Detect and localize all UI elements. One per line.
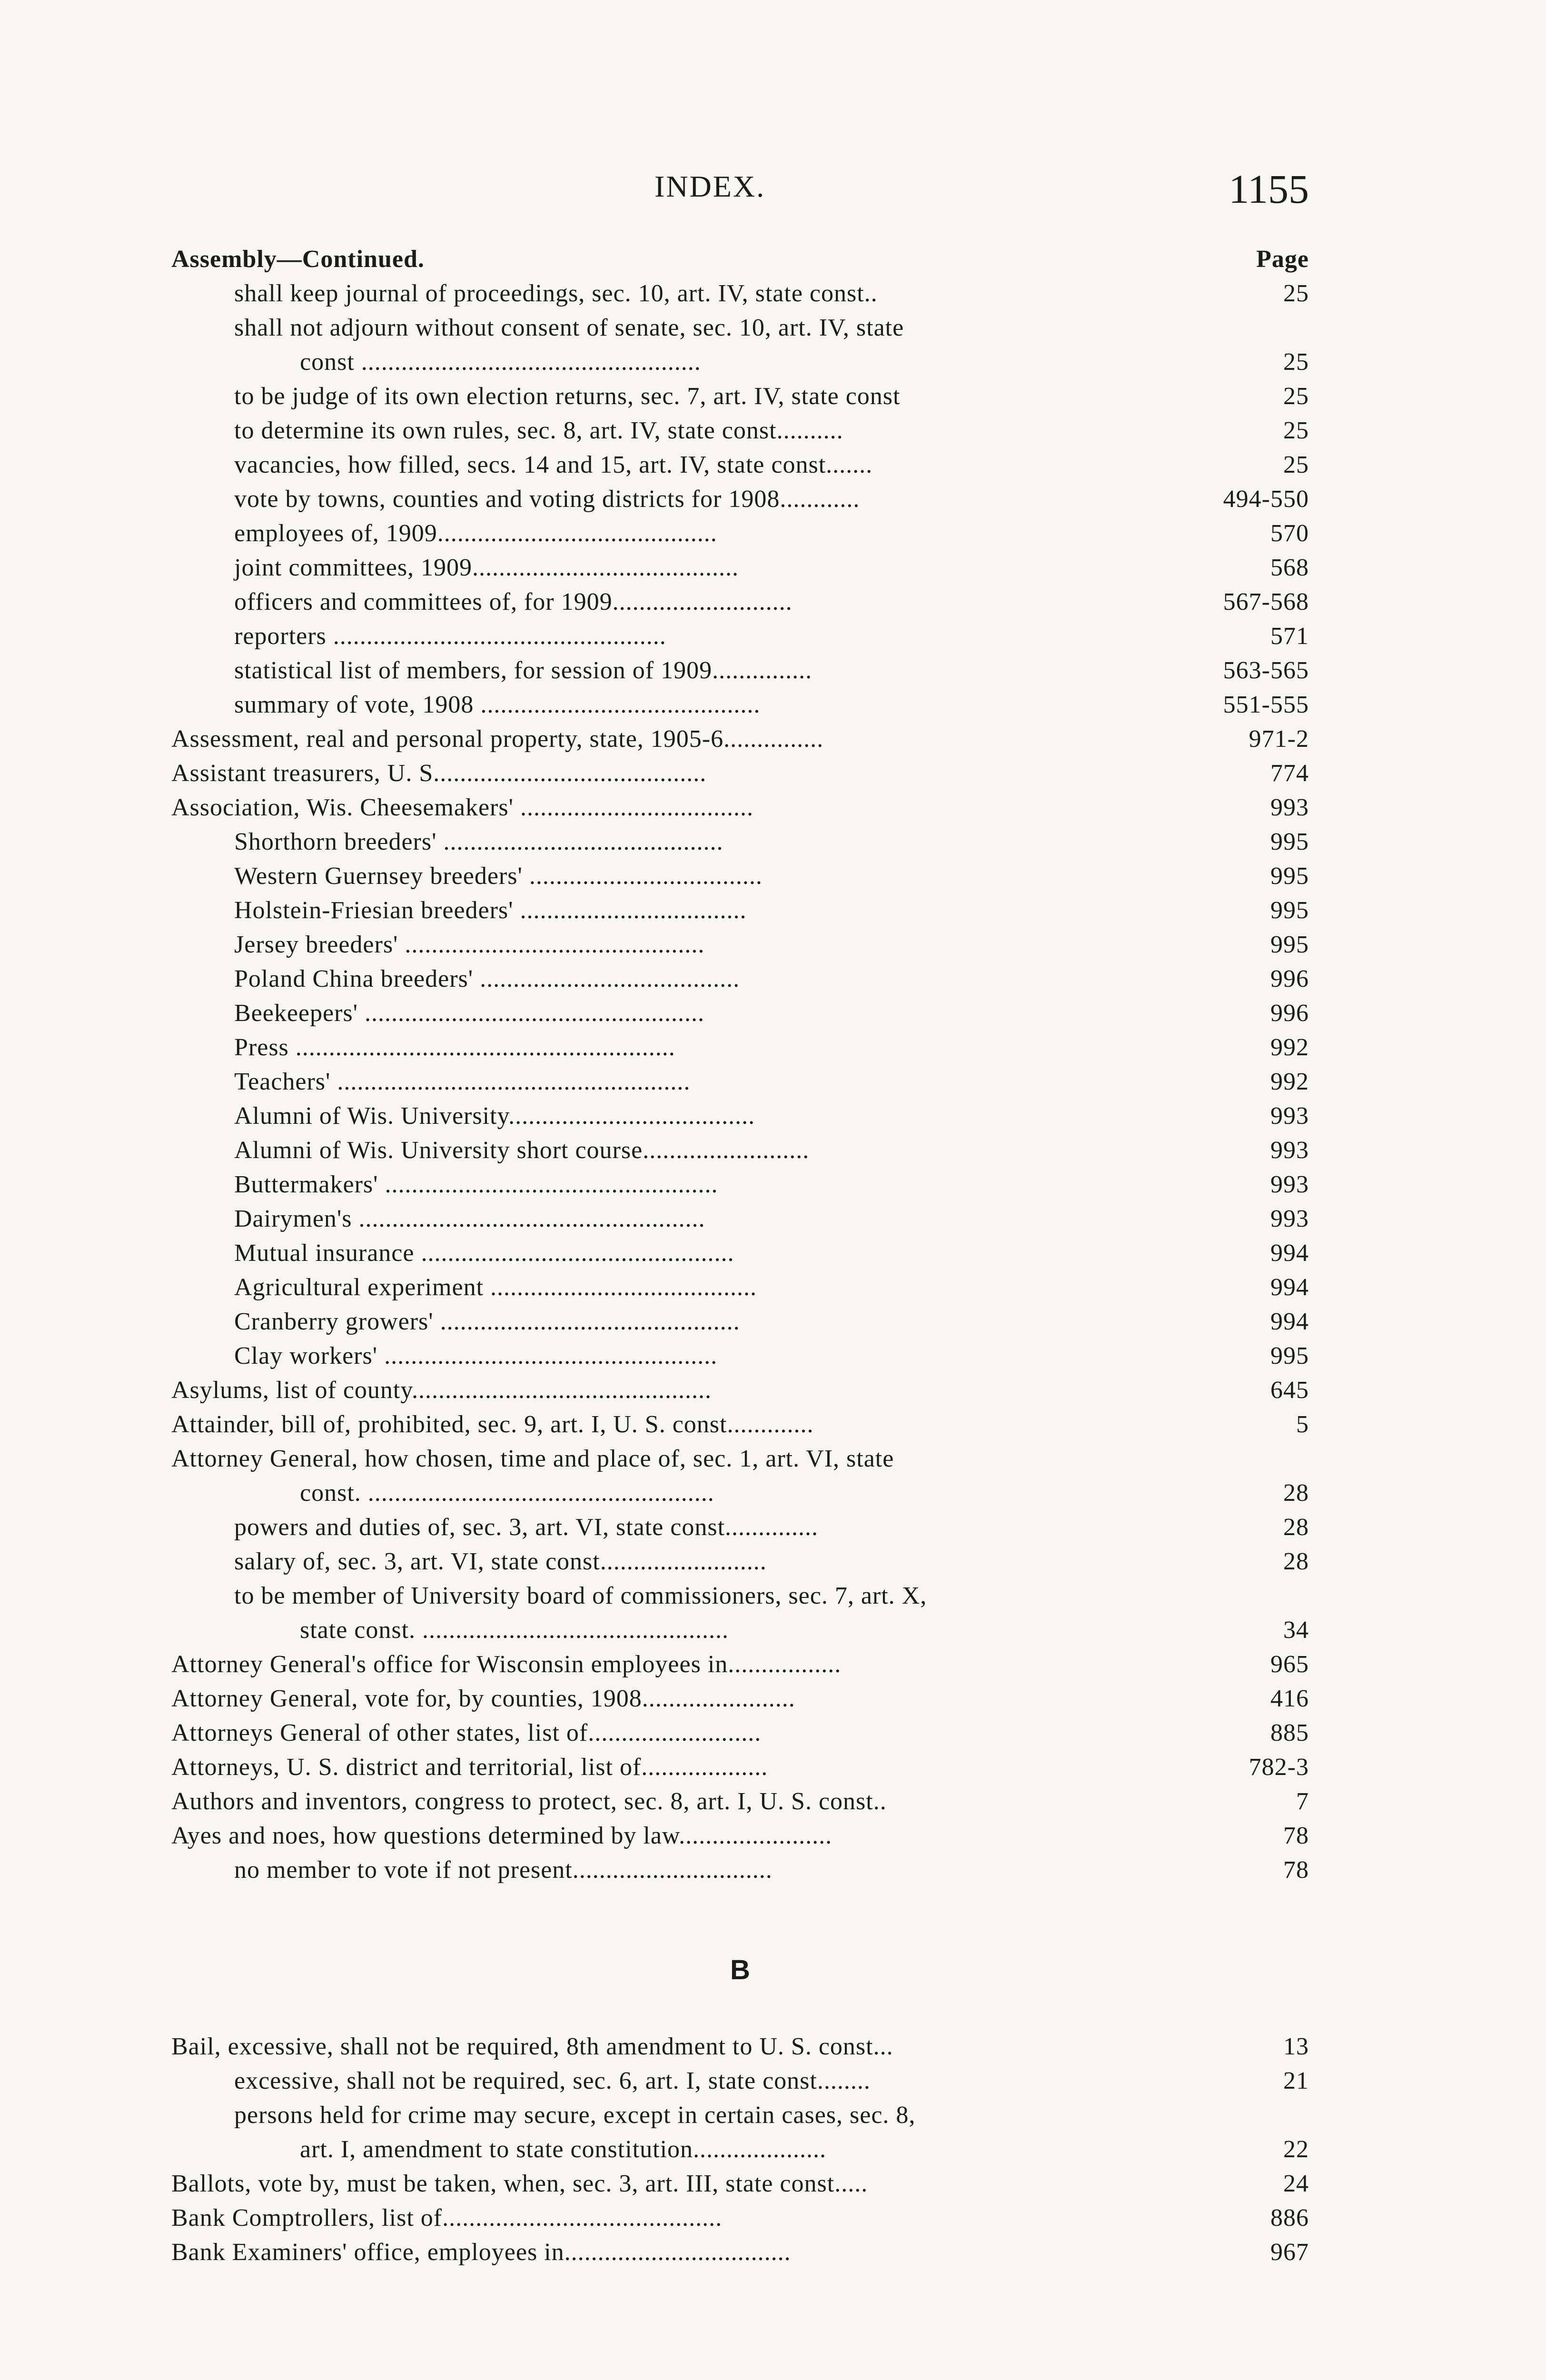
entry-page-ref: 995 (1270, 931, 1309, 958)
index-entry (171, 1445, 1309, 1479)
index-entry (171, 1273, 1309, 1308)
entry-page-ref: 28 (1283, 1514, 1309, 1541)
entry-page-ref: 28 (1283, 1479, 1309, 1507)
index-entry (171, 2238, 1309, 2272)
index-entry (171, 622, 1309, 656)
entry-page-ref: 7 (1296, 1788, 1309, 1815)
entry-text: Attorney General, vote for, by counties, 1908....................... (171, 1685, 795, 1712)
entry-page-ref: 782-3 (1249, 1754, 1309, 1781)
entry-page-ref: 22 (1283, 2136, 1309, 2163)
page-number: 1155 (1229, 166, 1309, 212)
entry-page-ref: 996 (1270, 965, 1309, 992)
entry-page-ref: 78 (1283, 1856, 1309, 1884)
entry-page-ref: 995 (1270, 828, 1309, 855)
index-entry (171, 348, 1309, 382)
index-entry (171, 2101, 1309, 2135)
entry-text: Assistant treasurers, U. S......................................... (171, 760, 707, 787)
entry-page-ref: 993 (1270, 1102, 1309, 1130)
entry-text: Poland China breeders' ....................................... (234, 965, 740, 992)
index-entry (171, 1685, 1309, 1719)
entry-text: Attorneys General of other states, list of.......................... (171, 1719, 762, 1746)
entry-text: no member to vote if not present.............................. (234, 1856, 773, 1884)
entry-text: Bank Comptrollers, list of.......................................... (171, 2204, 723, 2231)
index-entry (171, 1239, 1309, 1273)
entry-text: Buttermakers' .................................................. (234, 1171, 718, 1198)
entry-text: Cranberry growers' ............................................. (234, 1308, 740, 1335)
index-entry (171, 1136, 1309, 1170)
entry-text: Jersey breeders' ............................................. (234, 931, 705, 958)
entry-text: shall keep journal of proceedings, sec. 10, art. IV, state const.. (234, 280, 878, 307)
running-head (171, 166, 1309, 221)
entry-text: Assessment, real and personal property, state, 1905-6............... (171, 725, 824, 753)
entry-text: Attorney General's office for Wisconsin employees in................. (171, 1651, 842, 1678)
index-entry (171, 519, 1309, 554)
index-entry (171, 1205, 1309, 1239)
entry-text: Holstein-Friesian breeders' .................................. (234, 897, 747, 924)
entry-text: statistical list of members, for session of 1909............... (234, 657, 813, 684)
index-entry (171, 965, 1309, 999)
index-entry (171, 2033, 1309, 2067)
index-entry (171, 1787, 1309, 1822)
entry-text: summary of vote, 1908 .......................................... (234, 691, 761, 718)
entry-text: Bail, excessive, shall not be required, 8th amendment to U. S. const... (171, 2033, 893, 2060)
entry-page-ref: 571 (1270, 623, 1309, 650)
index-entry (171, 1582, 1309, 1616)
entry-page-ref: 993 (1270, 1171, 1309, 1198)
index-entry (171, 554, 1309, 588)
entry-page-ref: 967 (1270, 2239, 1309, 2266)
entry-page-ref: 886 (1270, 2204, 1309, 2231)
index-entry (171, 828, 1309, 862)
index-entry (171, 691, 1309, 725)
entry-page-ref: 494-550 (1223, 486, 1309, 513)
entry-text: Assembly—Continued. (171, 246, 425, 273)
entry-text: Alumni of Wis. University short course......................... (234, 1137, 810, 1164)
entry-page-ref: 570 (1270, 520, 1309, 547)
index-entry (171, 1547, 1309, 1582)
entry-text: Mutual insurance ............................................... (234, 1240, 734, 1267)
entry-text: Ayes and noes, how questions determined by law....................... (171, 1822, 832, 1849)
index-entry (171, 1616, 1309, 1650)
index-entry (171, 2067, 1309, 2101)
entry-page-ref: 992 (1270, 1034, 1309, 1061)
entry-page-ref: 774 (1270, 760, 1309, 787)
index-entry (171, 793, 1309, 828)
entry-page-ref: 965 (1270, 1651, 1309, 1678)
entry-page-ref: 78 (1283, 1822, 1309, 1849)
entry-page-ref: 25 (1283, 417, 1309, 444)
index-entry (171, 416, 1309, 451)
entry-text: to be judge of its own election returns, sec. 7, art. IV, state const (234, 383, 901, 410)
entry-text: powers and duties of, sec. 3, art. VI, state const.............. (234, 1514, 819, 1541)
entry-page-ref: 13 (1283, 2033, 1309, 2060)
entry-page-ref: 25 (1283, 348, 1309, 376)
index-entry (171, 931, 1309, 965)
index-entry (171, 1033, 1309, 1068)
entry-text: Authors and inventors, congress to protect, sec. 8, art. I, U. S. const.. (171, 1788, 887, 1815)
entry-text: salary of, sec. 3, art. VI, state const......................... (234, 1548, 767, 1575)
entry-text: officers and committees of, for 1909........................... (234, 588, 793, 615)
entry-text: const ................................................... (300, 348, 701, 376)
entry-page-ref: 995 (1270, 1342, 1309, 1369)
index-entry (171, 1650, 1309, 1685)
entry-page-ref: 995 (1270, 863, 1309, 890)
entry-text: state const. .............................................. (300, 1616, 729, 1644)
entry-page-ref: Page (1256, 246, 1309, 273)
entry-page-ref: 567-568 (1223, 588, 1309, 615)
index-section-a (171, 245, 1309, 1890)
index-entry (171, 382, 1309, 416)
entry-page-ref: 885 (1270, 1719, 1309, 1746)
index-entry (171, 451, 1309, 485)
index-entry (171, 588, 1309, 622)
entry-text: vacancies, how filled, secs. 14 and 15, art. IV, state const....... (234, 451, 873, 478)
entry-page-ref: 5 (1296, 1411, 1309, 1438)
entry-page-ref: 24 (1283, 2170, 1309, 2197)
index-entry (171, 314, 1309, 348)
entry-text: Association, Wis. Cheesemakers' ................................... (171, 794, 753, 821)
entry-page-ref: 994 (1270, 1274, 1309, 1301)
entry-page-ref: 34 (1283, 1616, 1309, 1644)
index-entry (171, 279, 1309, 314)
entry-text: Ballots, vote by, must be taken, when, sec. 3, art. III, state const..... (171, 2170, 868, 2197)
entry-text: Asylums, list of county............................................. (171, 1377, 712, 1404)
entry-page-ref: 416 (1270, 1685, 1309, 1712)
entry-text: persons held for crime may secure, except in certain cases, sec. 8, (234, 2102, 916, 2129)
entry-text: const. .................................................... (300, 1479, 714, 1507)
index-entry (171, 1102, 1309, 1136)
entry-page-ref: 995 (1270, 897, 1309, 924)
index-entry (171, 1410, 1309, 1445)
entry-text: Dairymen's .................................................... (234, 1205, 705, 1232)
entry-page-ref: 25 (1283, 451, 1309, 478)
index-entry (171, 725, 1309, 759)
entry-text: Press ......................................................... (234, 1034, 675, 1061)
entry-text: Beekeepers' ................................................... (234, 1000, 705, 1027)
entry-page-ref: 28 (1283, 1548, 1309, 1575)
entry-page-ref: 25 (1283, 383, 1309, 410)
index-entry (171, 2170, 1309, 2204)
index-entry (171, 1376, 1309, 1410)
entry-page-ref: 993 (1270, 794, 1309, 821)
entry-text: Clay workers' .................................................. (234, 1342, 718, 1369)
entry-text: joint committees, 1909........................................ (234, 554, 739, 581)
entry-page-ref: 551-555 (1223, 691, 1309, 718)
entry-text: Bank Examiners' office, employees in.................................. (171, 2239, 791, 2266)
entry-text: employees of, 1909.......................................... (234, 520, 717, 547)
entry-text: Attainder, bill of, prohibited, sec. 9, art. I, U. S. const............. (171, 1411, 814, 1438)
index-entry (171, 759, 1309, 793)
section-b-heading: B (730, 1954, 750, 1985)
entry-page-ref: 996 (1270, 1000, 1309, 1027)
entry-page-ref: 992 (1270, 1068, 1309, 1095)
entry-text: art. I, amendment to state constitution.................... (300, 2136, 827, 2163)
index-entry (171, 1856, 1309, 1890)
index-entry (171, 245, 1309, 279)
entry-page-ref: 993 (1270, 1137, 1309, 1164)
entry-text: Agricultural experiment ........................................ (234, 1274, 757, 1301)
index-entry (171, 1513, 1309, 1547)
index-entry (171, 1753, 1309, 1787)
index-section-b (171, 2033, 1309, 2272)
page-title: INDEX. (654, 169, 766, 203)
index-entry (171, 2204, 1309, 2238)
entry-text: Teachers' ..................................................... (234, 1068, 691, 1095)
entry-text: reporters .................................................. (234, 623, 666, 650)
entry-page-ref: 21 (1283, 2067, 1309, 2094)
entry-page-ref: 25 (1283, 280, 1309, 307)
entry-text: to be member of University board of commissioners, sec. 7, art. X, (234, 1582, 927, 1609)
index-entry (171, 896, 1309, 931)
entry-text: Attorneys, U. S. district and territorial, list of................... (171, 1754, 768, 1781)
index-entry (171, 1479, 1309, 1513)
index-entry (171, 862, 1309, 896)
entry-page-ref: 971-2 (1249, 725, 1309, 753)
index-entry (171, 1068, 1309, 1102)
entry-page-ref: 994 (1270, 1240, 1309, 1267)
index-entry (171, 1822, 1309, 1856)
entry-text: excessive, shall not be required, sec. 6, art. I, state const........ (234, 2067, 871, 2094)
entry-page-ref: 993 (1270, 1205, 1309, 1232)
entry-text: Shorthorn breeders' .......................................... (234, 828, 723, 855)
entry-page-ref: 645 (1270, 1377, 1309, 1404)
index-entry (171, 485, 1309, 519)
entry-text: Attorney General, how chosen, time and place of, sec. 1, art. VI, state (171, 1445, 894, 1472)
entry-page-ref: 563-565 (1223, 657, 1309, 684)
entry-text: Western Guernsey breeders' ................................... (234, 863, 763, 890)
index-entry (171, 999, 1309, 1033)
index-entry (171, 1719, 1309, 1753)
index-entry (171, 1342, 1309, 1376)
index-entry (171, 1308, 1309, 1342)
entry-page-ref: 994 (1270, 1308, 1309, 1335)
index-entry (171, 2135, 1309, 2170)
entry-page-ref: 568 (1270, 554, 1309, 581)
entry-text: to determine its own rules, sec. 8, art. IV, state const.......... (234, 417, 843, 444)
index-entry (171, 656, 1309, 691)
entry-text: shall not adjourn without consent of senate, sec. 10, art. IV, state (234, 314, 904, 341)
entry-text: Alumni of Wis. University..................................... (234, 1102, 755, 1130)
index-entry (171, 1170, 1309, 1205)
entry-text: vote by towns, counties and voting districts for 1908............ (234, 486, 860, 513)
